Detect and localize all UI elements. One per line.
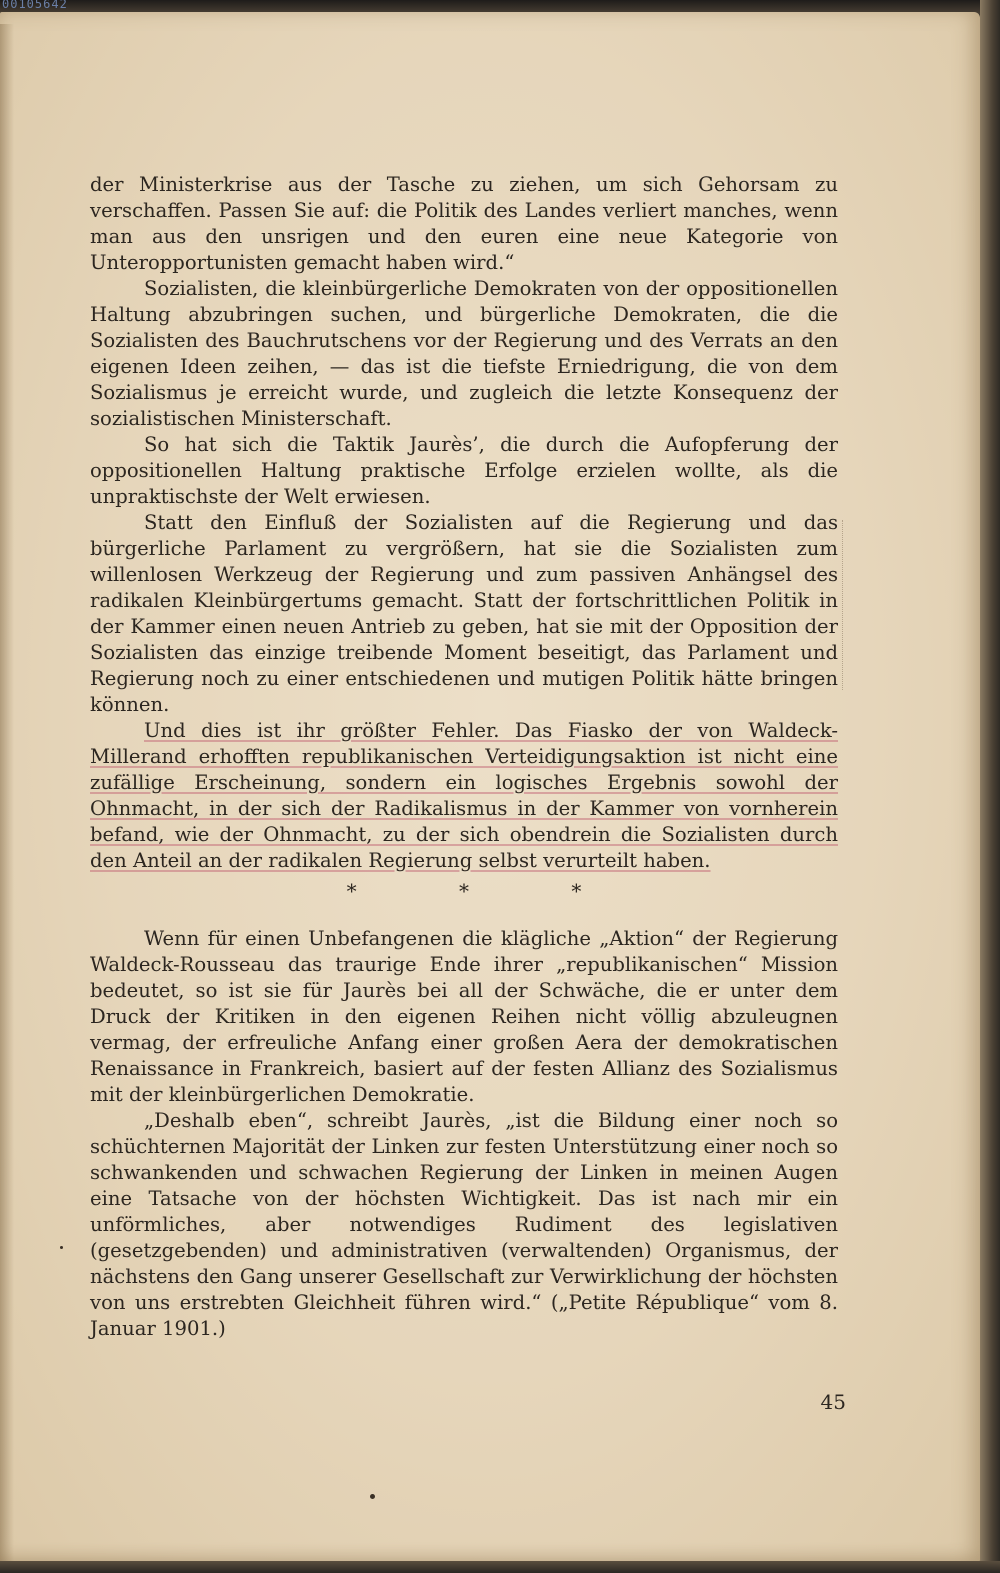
paragraph-p4: Statt den Einfluß der Sozialisten auf die Regierung und das bürgerliche Parlament zu vergrößern, hat sie die Sozialisten zum willenlosen Werkzeug der Regierung und zum passiven Anhängsel des radikalen Kleinbürgertums gemacht. Statt der fortschrittlichen Politik in der Kammer einen neuen Antrieb zu geben, hat sie mit der Opposition der Sozialisten das einzige treibende Moment beseitigt, das Parlament und Regierung noch zu einer entschiedenen und mutigen Politik hätte bringen können. xyxy=(90,511,838,716)
section-break-asterisks: * * * xyxy=(346,879,630,903)
edge-label: 00105642 xyxy=(2,0,68,11)
paragraph-p5 xyxy=(90,718,838,874)
page-body-text xyxy=(90,172,838,1342)
gutter-shadow xyxy=(0,24,14,1573)
page-number: 45 xyxy=(820,1390,846,1414)
book-page xyxy=(0,12,980,1564)
paragraphs-after-break xyxy=(90,926,838,1342)
underlined-passage: Und dies ist ihr größter Fehler. Das Fiasko der von Waldeck-Millerand erhofften republikanischen Verteidigungsaktion ist nicht eine zufällige Erscheinung, sondern ein logisches Ergebnis sowohl der Ohnmacht, in der sich der Radikalismus in der Kammer von vornherein befand, wie der Ohnmacht, zu der sich obendrein die Sozialisten durch den Anteil an der radikalen Regierung selbst verurteilt haben. xyxy=(90,719,838,872)
margin-pencil-marks xyxy=(842,520,849,690)
paragraph-p7: „Deshalb eben“, schreibt Jaurès, „ist die Bildung einer noch so schüchternen Majorität der Linken zur festen Unterstützung einer noch so schwankenden und schwachen Regierung der Linken in meinen Augen eine Tatsache von der höchsten Wichtigkeit. Das ist nach mir ein unförmliches, aber notwendiges Rudiment des legislativen (gesetzgebenden) und administrativen (verwaltenden) Organismus, der nächstens den Gang unserer Gesellschaft zur Verwirklichung der höchsten von uns erstrebten Gleichheit führen wird.“ („Petite République“ vom 8. Januar 1901.) xyxy=(90,1109,838,1340)
page-right-edge xyxy=(980,0,1000,1573)
page-bottom-edge xyxy=(0,1561,1000,1573)
paragraphs-before-break xyxy=(90,172,838,874)
ink-speck xyxy=(370,1494,375,1499)
paragraph-p2: Sozialisten, die kleinbürgerliche Demokraten von der oppositionellen Haltung abzubringen suchen, und bürgerliche Demokraten, die die Sozialisten des Bauchrutschens vor der Regierung und des Verrats an den eigenen Ideen zeihen, — das ist die tiefste Erniedrigung, die von dem Sozialismus je erreicht wurde, und zugleich die letzte Konsequenz der sozialistischen Ministerschaft. xyxy=(90,277,838,430)
paragraph-p3: So hat sich die Taktik Jaurès’, die durch die Aufopferung der oppositionellen Haltung praktische Erfolge erzielen wollte, als die unpraktischste der Welt erwiesen. xyxy=(90,433,838,508)
paragraph-p1: der Ministerkrise aus der Tasche zu ziehen, um sich Gehorsam zu verschaffen. Passen Sie auf: die Politik des Landes verliert manches, wenn man aus den unsrigen und den euren eine neue Kategorie von Unteropportunisten gemacht haben wird.“ xyxy=(90,173,838,274)
paragraph-p6: Wenn für einen Unbefangenen die klägliche „Aktion“ der Regierung Waldeck-Rousseau das traurige Ende ihrer „republikanischen“ Mission bedeutet, so ist sie für Jaurès bei all der Schwäche, die er unter dem Druck der Kritiken in den eigenen Reihen nicht völlig abzuleugnen vermag, der erfreuliche Anfang einer großen Aera der demokratischen Renaissance in Frankreich, basiert auf der festen Allianz des Sozialismus mit der kleinbürgerlichen Demokratie. xyxy=(90,927,838,1106)
ink-speck xyxy=(60,1246,63,1249)
